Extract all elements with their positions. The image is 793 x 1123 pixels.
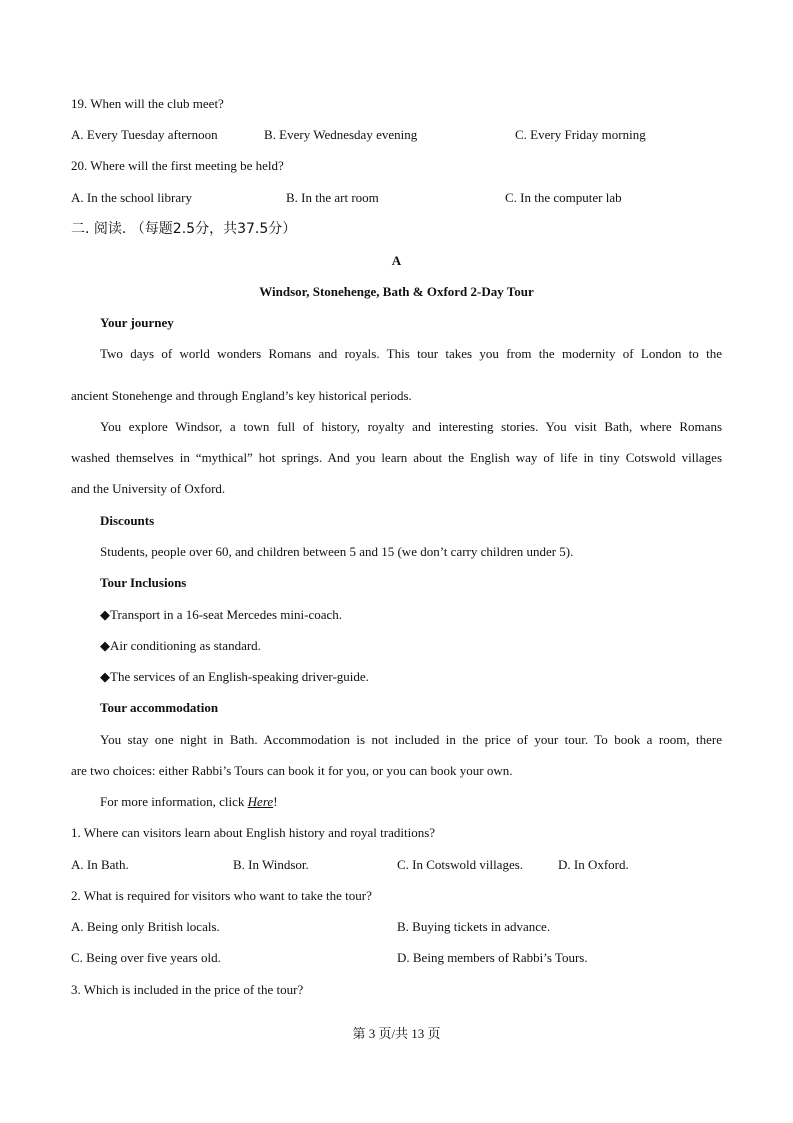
question-19: 19. When will the club meet?: [71, 96, 224, 111]
accommodation-line1: You stay one night in Bath. Accommodation is not included in the price of your tour. To book a room, there: [100, 732, 722, 747]
q20-option-a: A. In the school library: [71, 190, 192, 205]
q2-option-b: B. Buying tickets in advance.: [397, 919, 551, 934]
q20-option-b: B. In the art room: [286, 190, 379, 205]
discounts-text: Students, people over 60, and children between 5 and 15 (we don’t carry children under 5).: [100, 544, 574, 559]
passage-title: Windsor, Stonehenge, Bath & Oxford 2-Day Tour: [259, 284, 534, 299]
inclusion-item: ◆The services of an English-speaking driver-guide.: [100, 669, 369, 684]
question-20: 20. Where will the first meeting be held?: [71, 158, 284, 173]
q2-option-c: C. Being over five years old.: [71, 950, 221, 965]
q19-option-a: A. Every Tuesday afternoon: [71, 127, 218, 142]
inclusion-item: ◆Transport in a 16-seat Mercedes mini-coach.: [100, 607, 343, 622]
accommodation-line2: are two choices: either Rabbi’s Tours can book it for you, or you can book your own.: [71, 763, 513, 778]
q20-option-c: C. In the computer lab: [505, 190, 622, 205]
q2-option-d: D. Being members of Rabbi’s Tours.: [397, 950, 588, 965]
more-info-suffix: !: [273, 794, 278, 809]
journey-p2-line1: You explore Windsor, a town full of history, royalty and interesting stories. You visit Bath, where Romans: [100, 419, 722, 434]
question-1: 1. Where can visitors learn about English history and royal traditions?: [71, 825, 436, 840]
inclusion-item: ◆Air conditioning as standard.: [100, 638, 261, 653]
question-3: 3. Which is included in the price of the tour?: [71, 982, 304, 997]
journey-p2-line3: and the University of Oxford.: [71, 481, 226, 496]
section-header: 二. 阅读. （每题2.5分，共37.5分）: [71, 221, 297, 237]
here-link[interactable]: Here: [247, 794, 274, 809]
question-2: 2. What is required for visitors who want to take the tour?: [71, 888, 372, 903]
q1-option-a: A. In Bath.: [71, 857, 129, 872]
page-footer: 第 3 页/共 13 页: [352, 1026, 441, 1041]
journey-heading: Your journey: [100, 315, 174, 330]
more-info-prefix: For more information, click: [100, 794, 248, 809]
inclusions-heading: Tour Inclusions: [100, 575, 187, 590]
accommodation-heading: Tour accommodation: [100, 700, 219, 715]
q19-option-c: C. Every Friday morning: [515, 127, 646, 142]
discounts-heading: Discounts: [100, 513, 155, 528]
q1-option-b: B. In Windsor.: [233, 857, 309, 872]
journey-p1-line2: ancient Stonehenge and through England’s key historical periods.: [71, 388, 412, 403]
q1-option-c: C. In Cotswold villages.: [397, 857, 524, 872]
q19-option-b: B. Every Wednesday evening: [264, 127, 418, 142]
journey-p1-line1: Two days of world wonders Romans and royals. This tour takes you from the modernity of London to the: [100, 346, 722, 361]
journey-p2-line2: washed themselves in “mythical” hot springs. And you learn about the English way of life in tiny Cotswold villages: [71, 450, 722, 465]
q2-option-a: A. Being only British locals.: [71, 919, 220, 934]
passage-letter: A: [391, 253, 402, 268]
q1-option-d: D. In Oxford.: [558, 857, 629, 872]
more-info: [100, 794, 278, 810]
